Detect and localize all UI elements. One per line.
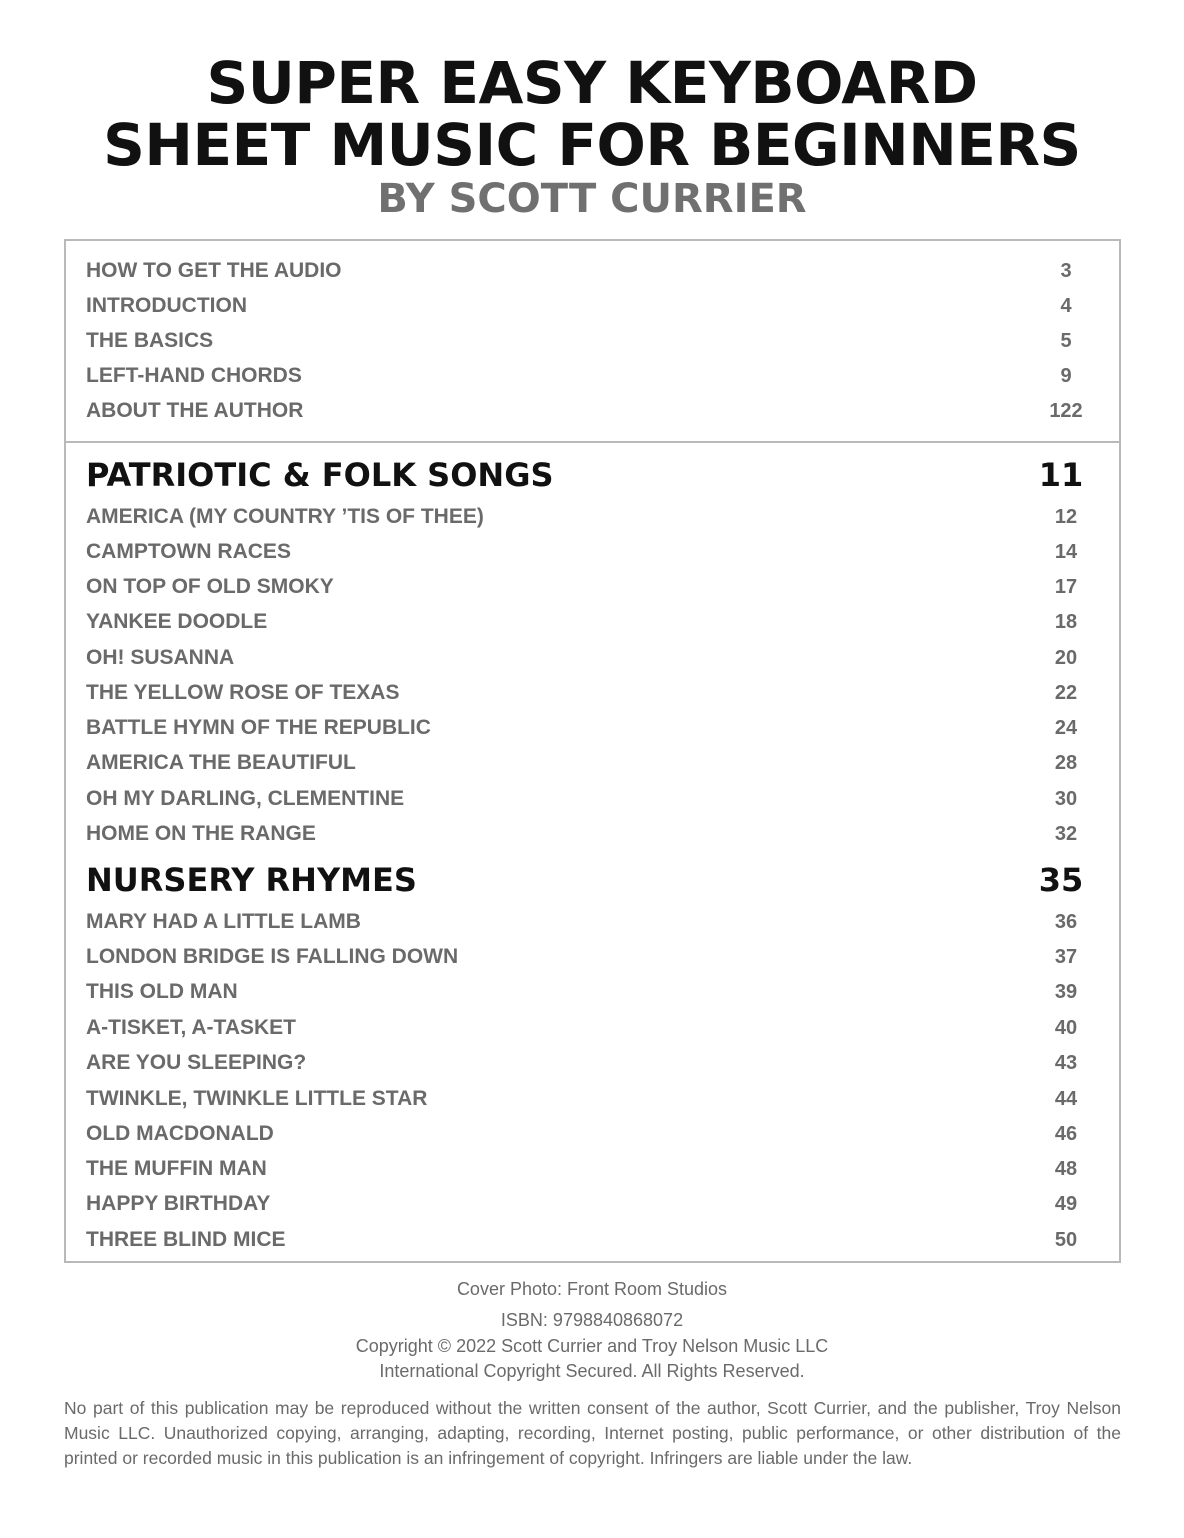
- toc-entry: [86, 1154, 1096, 1184]
- toc-entry-title: OH! SUSANNA: [86, 646, 235, 669]
- toc-entry-title: YANKEE DOODLE: [86, 610, 268, 633]
- toc-entry-page: 5: [1060, 329, 1072, 352]
- toc-entry-title: A-TISKET, A-TASKET: [86, 1016, 296, 1039]
- toc-entry: [86, 396, 1096, 426]
- toc-entry: [86, 502, 1096, 532]
- toc-entry: [86, 784, 1096, 814]
- toc-entry-page: 46: [1054, 1122, 1078, 1145]
- toc-entry-page: 49: [1054, 1192, 1078, 1215]
- toc-entry: [86, 291, 1096, 321]
- toc-entry: [86, 1048, 1096, 1078]
- toc-entry-page: 17: [1054, 575, 1078, 598]
- toc-entry-title: HOW TO GET THE AUDIO: [86, 259, 342, 282]
- book-title-line-1: SUPER EASY KEYBOARD: [206, 49, 978, 117]
- toc-entry-page: 44: [1054, 1087, 1078, 1110]
- book-title-line-2: SHEET MUSIC FOR BEGINNERS: [103, 111, 1081, 179]
- toc-entry: [86, 748, 1096, 778]
- toc-entry: [86, 678, 1096, 708]
- toc-divider: [66, 441, 1119, 443]
- toc-entry-page: 37: [1054, 945, 1078, 968]
- toc-entry-page: 14: [1054, 540, 1078, 563]
- toc-entry-title: OLD MACDONALD: [86, 1122, 274, 1145]
- copyright-line: Copyright © 2022 Scott Currier and Troy Nelson Music LLC: [355, 1336, 829, 1356]
- toc-entry-page: 18: [1054, 610, 1078, 633]
- section-heading-nursery-rhymes: [86, 858, 1096, 902]
- toc-entry-page: 39: [1054, 980, 1078, 1003]
- legal-notice: No part of this publication may be reproduced without the written consent of the author, Scott Currier, and the publisher, Troy Nelson Music LLC. Unauthorized copying, arranging, adapting, recording, Internet posting, public performance, or other distribution of the printed or recorded music in this publication is an infringement of copyright. Infringers are liable under the law.: [64, 1398, 1121, 1468]
- rights-line: International Copyright Secured. All Rights Reserved.: [379, 1361, 805, 1381]
- toc-entry-title: LONDON BRIDGE IS FALLING DOWN: [86, 945, 459, 968]
- toc-entry-page: 12: [1054, 505, 1078, 528]
- toc-entry-title: THE MUFFIN MAN: [86, 1157, 267, 1180]
- toc-entry-page: 30: [1054, 787, 1078, 810]
- toc-entry-title: LEFT-HAND CHORDS: [86, 364, 302, 387]
- toc-entry-page: 22: [1054, 681, 1078, 704]
- section-heading-title: NURSERY RHYMES: [86, 861, 417, 899]
- toc-entry: [86, 907, 1096, 937]
- toc-entry-title: ARE YOU SLEEPING?: [86, 1051, 307, 1074]
- toc-entry-title: AMERICA (MY COUNTRY ’TIS OF THEE): [86, 505, 484, 528]
- toc-entry-title: THE YELLOW ROSE OF TEXAS: [86, 681, 400, 704]
- toc-entry: [86, 607, 1096, 637]
- toc-entry: [86, 977, 1096, 1007]
- toc-entry-page: 122: [1049, 399, 1083, 422]
- section-heading-page: 11: [1038, 456, 1084, 494]
- toc-entry-page: 36: [1054, 910, 1078, 933]
- toc-entry: [86, 1084, 1096, 1114]
- toc-entry-title: OH MY DARLING, CLEMENTINE: [86, 787, 405, 810]
- toc-entry-page: 43: [1054, 1051, 1078, 1074]
- toc-entry-title: THREE BLIND MICE: [86, 1228, 286, 1251]
- toc-entry: [86, 713, 1096, 743]
- toc-entry-page: 4: [1060, 294, 1072, 317]
- toc-entry-title: ABOUT THE AUTHOR: [86, 399, 304, 422]
- toc-entry: [86, 572, 1096, 602]
- toc-entry-title: TWINKLE, TWINKLE LITTLE STAR: [86, 1087, 428, 1110]
- toc-entry-page: 28: [1054, 751, 1078, 774]
- table-of-contents: [64, 239, 1121, 1263]
- toc-entry-title: MARY HAD A LITTLE LAMB: [86, 910, 361, 933]
- toc-entry-page: 32: [1054, 822, 1078, 845]
- toc-entry-title: AMERICA THE BEAUTIFUL: [86, 751, 356, 774]
- toc-entry-title: THE BASICS: [86, 329, 214, 352]
- toc-entry-page: 9: [1060, 364, 1072, 387]
- toc-entry: [86, 537, 1096, 567]
- toc-entry-title: HOME ON THE RANGE: [86, 822, 316, 845]
- section-heading-page: 35: [1038, 861, 1084, 899]
- toc-entry: [86, 326, 1096, 356]
- toc-entry: [86, 1225, 1096, 1255]
- section-heading-patriotic-folk: [86, 453, 1096, 497]
- toc-entry-page: 20: [1054, 646, 1078, 669]
- author-byline: BY SCOTT CURRIER: [377, 176, 807, 222]
- toc-entry-page: 40: [1054, 1016, 1078, 1039]
- toc-entry-title: CAMPTOWN RACES: [86, 540, 291, 563]
- toc-entry: [86, 1189, 1096, 1219]
- title-block: [0, 49, 1184, 222]
- toc-entry: [86, 643, 1096, 673]
- toc-entry-page: 50: [1054, 1228, 1078, 1251]
- toc-entry: [86, 1119, 1096, 1149]
- toc-entry: [86, 1013, 1096, 1043]
- toc-entry: [86, 256, 1096, 286]
- toc-entry-title: HAPPY BIRTHDAY: [86, 1192, 271, 1215]
- toc-entry-title: BATTLE HYMN OF THE REPUBLIC: [86, 716, 431, 739]
- toc-entry-page: 48: [1054, 1157, 1078, 1180]
- toc-entry-page: 24: [1054, 716, 1078, 739]
- cover-photo-credit: Cover Photo: Front Room Studios: [456, 1279, 728, 1299]
- toc-entry: [86, 361, 1096, 391]
- toc-entry-page: 3: [1060, 259, 1072, 282]
- toc-entry-title: INTRODUCTION: [86, 294, 247, 317]
- section-heading-title: PATRIOTIC & FOLK SONGS: [86, 456, 554, 494]
- toc-entry-title: THIS OLD MAN: [86, 980, 238, 1003]
- isbn: ISBN: 9798840868072: [500, 1310, 684, 1330]
- toc-entry-title: ON TOP OF OLD SMOKY: [86, 575, 334, 598]
- toc-entry: [86, 819, 1096, 849]
- toc-entry: [86, 942, 1096, 972]
